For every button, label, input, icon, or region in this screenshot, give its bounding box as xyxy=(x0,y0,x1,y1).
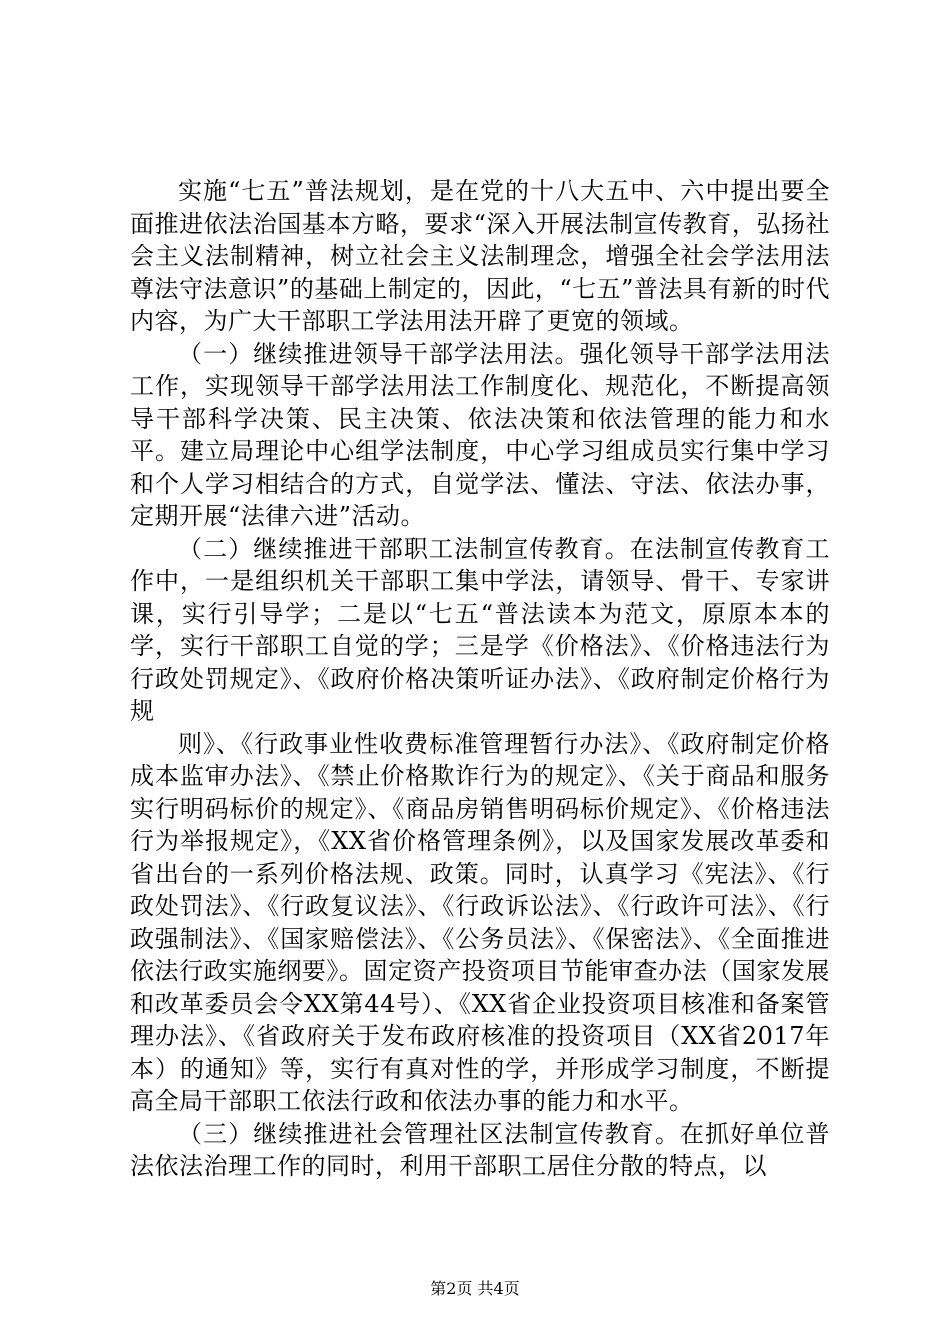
paragraph-intro: 实施“七五”普法规划，是在党的十八大五中、六中提出要全面推进依法治国基本方略，要求“深入开展法制宣传教育，弘扬社会主义法制精神，树立社会主义法制理念，增强全社会学法用法尊法守法意识”的基础上制定的，因此，“七五”普法具有新的时代内容，为广大干部职工学法用法开辟了更宽的领域。 xyxy=(130,177,830,335)
document-body xyxy=(130,175,830,1183)
paragraph-section-3: （三）继续推进社会管理社区法制宣传教育。在抓好单位普法依法治理工作的同时，利用干部职工居住分散的特点，以 xyxy=(130,1119,830,1180)
page-footer: 第2页 共4页 xyxy=(430,1279,520,1298)
paragraph-section-2: （二）继续推进干部职工法制宣传教育。在法制宣传教育工作中，一是组织机关干部职工集中学法，请领导、骨干、专家讲课，实行引导学；二是以“七五“普法读本为范文，原原本本的学，实行干部职工自觉的学；三是学《价格法》、《价格违法行为行政处罚规定》、《政府价格决策听证办法》、《政府制定价格行为规 xyxy=(130,534,830,725)
paragraph-section-2-continued: 则》、《行政事业性收费标准管理暂行办法》、《政府制定价格成本监审办法》、《禁止价格欺诈行为的规定》、《关于商品和服务实行明码标价的规定》、《商品房销售明码标价规定》、《价格违法行为举报规定》，《XX省价格管理条例》，以及国家发展改革委和省出台的一系列价格法规、政策。同时，认真学习《宪法》、《行政处罚法》、《行政复议法》、《行政诉讼法》、《行政许可法》、《行政强制法》、《国家赔偿法》、《公务员法》、《保密法》、《全面推进依法行政实施纲要》。固定资产投资项目节能审查办法（国家发展和改革委员会令XX第44号）、《XX省企业投资项目核准和备案管理办法》、《省政府关于发布政府核准的投资项目（XX省2017年本）的通知》等，实行有真对性的学，并形成学习制度，不断提高全局干部职工依法行政和依法办事的能力和水平。 xyxy=(130,729,830,1115)
paragraph-section-1: （一）继续推进领导干部学法用法。强化领导干部学法用法工作，实现领导干部学法用法工作制度化、规范化，不断提高领导干部科学决策、民主决策、依法决策和依法管理的能力和水平。建立局理论中心组学法制度，中心学习组成员实行集中学习和个人学习相结合的方式，自觉学法、懂法、守法、依法办事，定期开展“法律六进”活动。 xyxy=(130,339,830,530)
